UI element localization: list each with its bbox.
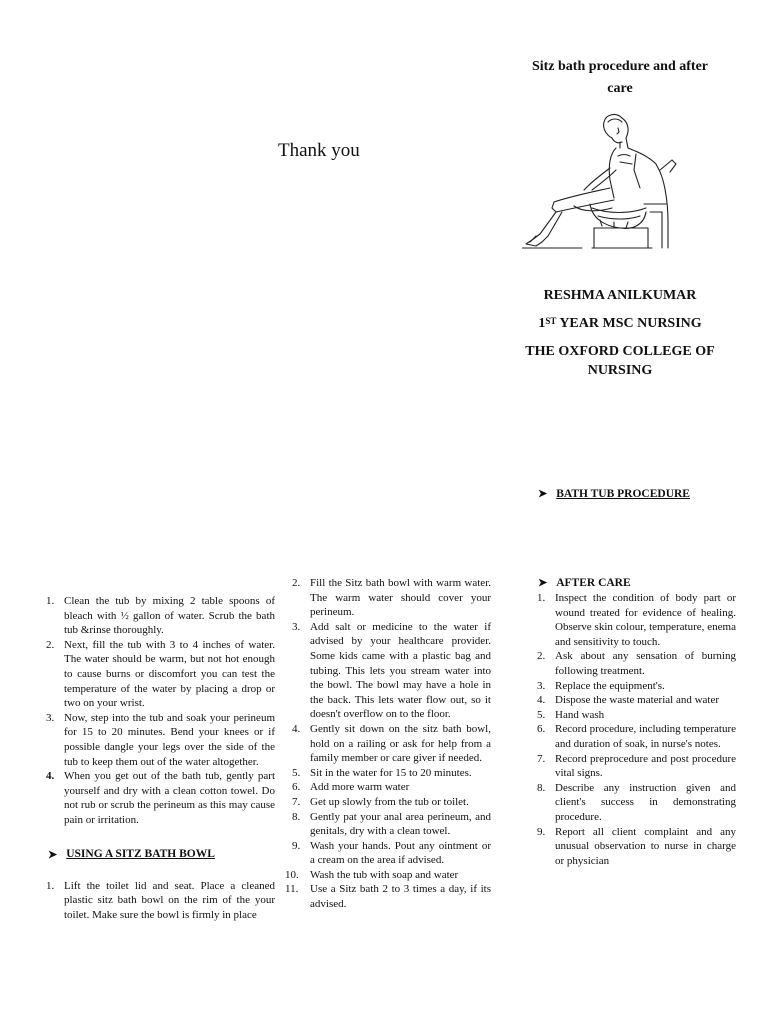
list-item [537,649,736,678]
list-item [292,780,491,795]
after-care-list [537,591,736,868]
list-item-text: Add salt or medicine to the water if advised by your healthcare provider. Some kids came with a plastic bag and tubing. This lets you stream water into the bowl. The bowl may have a hole in the back. This lets water flow out, so it doesn't overflow on to the floor. [310,620,491,721]
list-item-number: 7. [537,752,546,765]
brochure-title-line2: care [607,81,633,96]
list-item-number: 1. [46,879,55,892]
list-item-number: 2. [46,638,55,651]
list-item [537,679,736,694]
list-item-number: 8. [537,781,546,794]
list-item-text: Wash the tub with soap and water [310,868,459,881]
list-item-number: 4. [46,770,55,783]
course-year-suffix: ST [545,316,557,326]
list-item-number: 9. [537,825,546,838]
bath-tub-procedure-heading [538,487,690,500]
bath-tub-procedure-heading-text: BATH TUB PROCEDURE [556,487,690,500]
brochure-title [520,56,720,100]
list-item-text: Inspect the condition of body part or wound treated for evidence of healing. Observe skin colour, temperature, enema and sensitivity to touch. [555,592,736,648]
sitz-bowl-steps-list [46,879,275,923]
list-item-number: 2. [292,577,301,589]
list-item-text: Record procedure, including temperature and duration of soak, in nurse's notes. [555,723,736,750]
author-name: RESHMA ANILKUMAR [543,288,697,303]
brochure-title-line1: Sitz bath procedure and after [531,59,709,74]
after-care-heading-text: AFTER CARE [556,576,631,589]
list-item-text: Dispose the waste material and water [555,694,720,707]
list-item-text: Sit in the water for 15 to 20 minutes. [310,766,472,779]
list-item-number: 9. [292,839,301,852]
list-item [46,769,275,827]
list-item-number: 3. [537,679,546,692]
list-item [285,868,491,883]
list-item-number: 6. [537,723,546,736]
list-item-number: 8. [292,810,301,823]
list-item [46,879,275,923]
arrow-bullet-icon: ➤ [538,577,548,589]
course-year-text: YEAR MSC NURSING [556,316,702,331]
list-item-text: When you get out of the bath tub, gently part yourself and dry with a clean cotton towel. Do not rub or scrub the perineum as this may cause pain or irritation. [64,770,275,826]
list-item-text: Ask about any sensation of burning following treatment. [555,650,736,677]
list-item [537,825,736,869]
list-item [292,839,491,868]
sitz-bath-illustration [522,108,678,252]
list-item-number: 5. [292,766,301,779]
college-name-line1: THE OXFORD COLLEGE OF [525,344,715,359]
list-item-number: 6. [292,781,301,794]
list-item-number: 3. [292,620,301,633]
list-item [537,693,736,708]
arrow-bullet-icon: ➤ [538,488,548,500]
college-name-line2: NURSING [587,363,653,378]
list-item-number: 3. [46,711,55,724]
list-item-number: 5. [537,708,546,721]
list-item [292,766,491,781]
list-item-number: 4. [537,694,546,707]
sitz-bowl-steps-continued-list [285,576,491,912]
list-item [292,795,491,810]
arrow-bullet-icon: ➤ [48,848,58,861]
list-item [292,810,491,839]
list-item [292,576,491,620]
course-year [520,314,720,333]
bath-tub-steps-list [46,594,275,828]
list-item-text: Add more warm water [310,781,410,794]
college-name [520,342,720,380]
list-item-number: 1. [46,595,55,607]
list-item-number: 4. [292,722,301,735]
list-item [537,591,736,649]
list-item [46,711,275,769]
list-item-text: Gently sit down on the sitz bath bowl, hold on a railing or ask for help from a family member or care giver if needed. [310,722,491,765]
after-care-heading [538,576,631,589]
course-year-number: 1 [538,316,546,331]
list-item-text: Use a Sitz bath 2 to 3 times a day, if its advised. [310,883,491,911]
list-item-text: Fill the Sitz bath bowl with warm water. The warm water should cover your perineum. [310,577,491,619]
thank-you-text: Thank you [278,140,360,161]
list-item [537,781,736,825]
list-item [537,752,736,781]
list-item-text: Now, step into the tub and soak your perineum for 15 to 20 minutes. Bend your knees or if possible dangle your legs over the side of the tub to keep them out of the water altogether. [64,711,275,768]
list-item-number: 11. [285,883,299,896]
list-item [292,722,491,766]
list-item [46,638,275,711]
list-item [292,620,491,722]
list-item-text: Report all client complaint and any unusual observation to nurse in charge or physician [555,825,736,867]
list-item-text: Describe any instruction given and client's success in demonstrating procedure. [555,781,736,823]
after-care-column [537,591,736,868]
list-item-text: Wash your hands. Pout any ointment or a cream on the area if advised. [310,839,491,867]
list-item-text: Gently pat your anal area perineum, and genitals, dry with a clean towel. [310,810,491,838]
list-item-text: Lift the toilet lid and seat. Place a cleaned plastic sitz bath bowl on the rim of the your toilet. Make sure the bowl is firmly in place [64,879,275,921]
list-item-text: Clean the tub by mixing 2 table spoons of bleach with ½ gallon of water. Scrub the bath tub &rinse thoroughly. [64,595,275,637]
list-item-number: 10. [285,868,299,881]
sitz-bath-bowl-heading [48,848,275,861]
list-item [537,722,736,751]
sitz-bath-bowl-heading-text: USING A SITZ BATH BOWL [66,848,215,860]
list-item-text: Get up slowly from the tub or toilet. [310,795,469,808]
list-item-number: 7. [292,795,301,808]
list-item [537,708,736,723]
list-item-text: Replace the equipment's. [555,679,665,692]
list-item-text: Hand wash [555,708,605,721]
list-item-text: Record preprocedure and post procedure vital signs. [555,752,736,780]
list-item-text: Next, fill the tub with 3 to 4 inches of water. The water should be warm, but not hot enough to cause burns or discomfort you can test the temperature of the water by placing a drop or two on your wrist. [64,638,275,710]
list-item [46,594,275,638]
list-item [285,882,491,911]
bath-tub-steps-column [46,594,275,922]
list-item-number: 2. [537,650,546,663]
sitz-bowl-steps-column [285,576,491,912]
list-item-number: 1. [537,592,546,604]
